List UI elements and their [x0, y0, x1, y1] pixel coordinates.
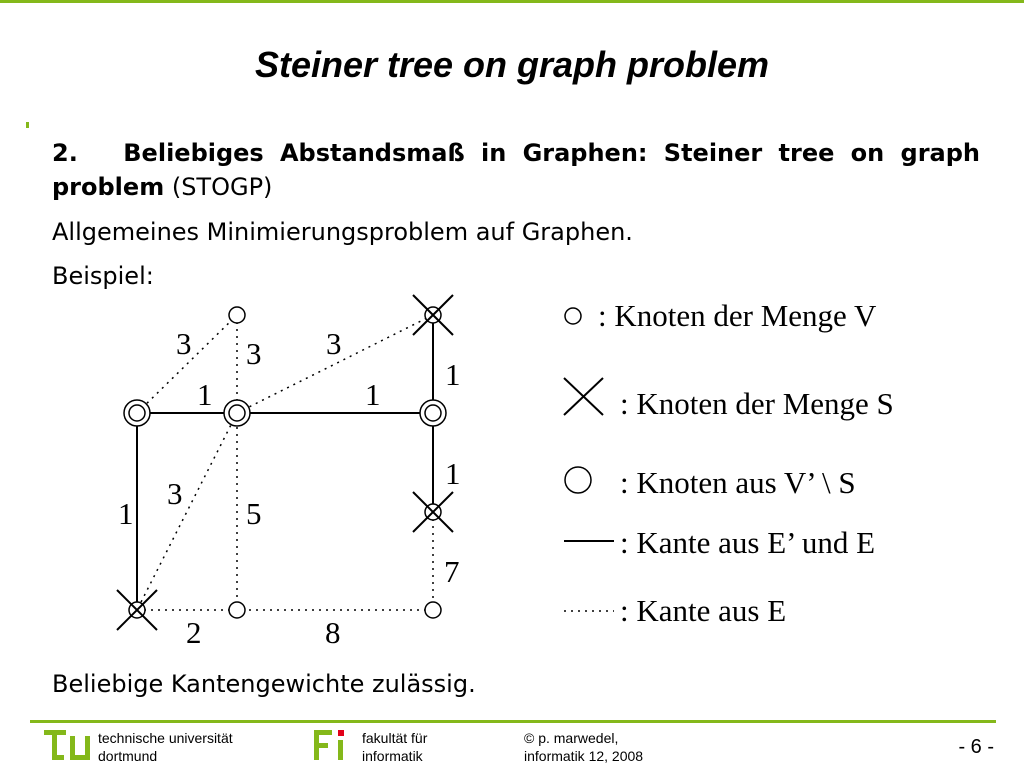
node-v — [229, 307, 245, 323]
footer-accent-line — [30, 720, 996, 723]
slide-title: Steiner tree on graph problem — [254, 44, 770, 85]
node-steiner — [224, 400, 250, 426]
page-number: - 6 - — [958, 736, 994, 758]
heading-line2-bold: problem — [52, 173, 165, 201]
footer-copyright: © p. marwedel, informatik 12, 2008 — [524, 730, 644, 764]
legend-steiner-node-icon — [565, 467, 591, 493]
legend-text: : Knoten der Menge V — [598, 298, 877, 333]
edge-weights-note: Beliebige Kantengewichte zulässig. — [52, 670, 476, 698]
heading-line2-rest: (STOGP) — [164, 173, 273, 201]
heading-word: Abstandsmaß — [279, 139, 465, 167]
heading-word: Steiner — [663, 139, 763, 167]
edge-weight-label: 3 — [326, 326, 342, 361]
edge-weight-label: 8 — [325, 615, 341, 650]
edge-weight-label: 1 — [365, 377, 381, 412]
bullet-marker — [26, 122, 29, 128]
edge-weight-label: 3 — [167, 476, 183, 511]
edge-weight-label: 5 — [246, 496, 262, 531]
general-problem-text: Allgemeines Minimierungsproblem auf Graphen. — [52, 218, 633, 246]
legend-text: : Kante aus E’ und E — [620, 525, 876, 560]
edge-weight-label: 1 — [118, 496, 134, 531]
top-accent-line — [0, 0, 1024, 3]
heading-word: in — [480, 139, 507, 167]
footer-university: technische universität dortmund — [98, 730, 233, 764]
heading-word: graph — [900, 139, 980, 167]
example-label: Beispiel: — [52, 262, 154, 290]
legend-text: : Knoten aus V’ \ S — [620, 465, 856, 500]
edge-weight-label: 1 — [197, 377, 213, 412]
tu-logo — [44, 728, 92, 764]
heading-word: Graphen: — [522, 139, 648, 167]
dotted-edge — [137, 413, 237, 610]
node-v — [425, 602, 441, 618]
edge-weight-label: 1 — [445, 456, 461, 491]
edge-weight-label: 3 — [176, 326, 192, 361]
heading-word: tree — [778, 139, 835, 167]
section-heading — [52, 136, 980, 204]
node-v — [229, 602, 245, 618]
heading-number: 2. — [52, 139, 78, 167]
legend-text: : Kante aus E — [620, 593, 787, 628]
edge-weight-label: 2 — [186, 615, 202, 650]
node-steiner — [420, 400, 446, 426]
fi-logo — [312, 728, 356, 764]
heading-word: on — [850, 139, 885, 167]
edge-weight-label: 3 — [246, 336, 262, 371]
footer-faculty: fakultät für informatik — [362, 730, 428, 764]
node-steiner — [124, 400, 150, 426]
legend-node-v-icon — [565, 308, 581, 324]
steiner-graph-diagram — [0, 280, 1024, 670]
heading-word: Beliebiges — [123, 139, 264, 167]
legend-text: : Knoten der Menge S — [620, 386, 894, 421]
edge-weight-label: 1 — [445, 357, 461, 392]
edge-weight-label: 7 — [444, 554, 460, 589]
